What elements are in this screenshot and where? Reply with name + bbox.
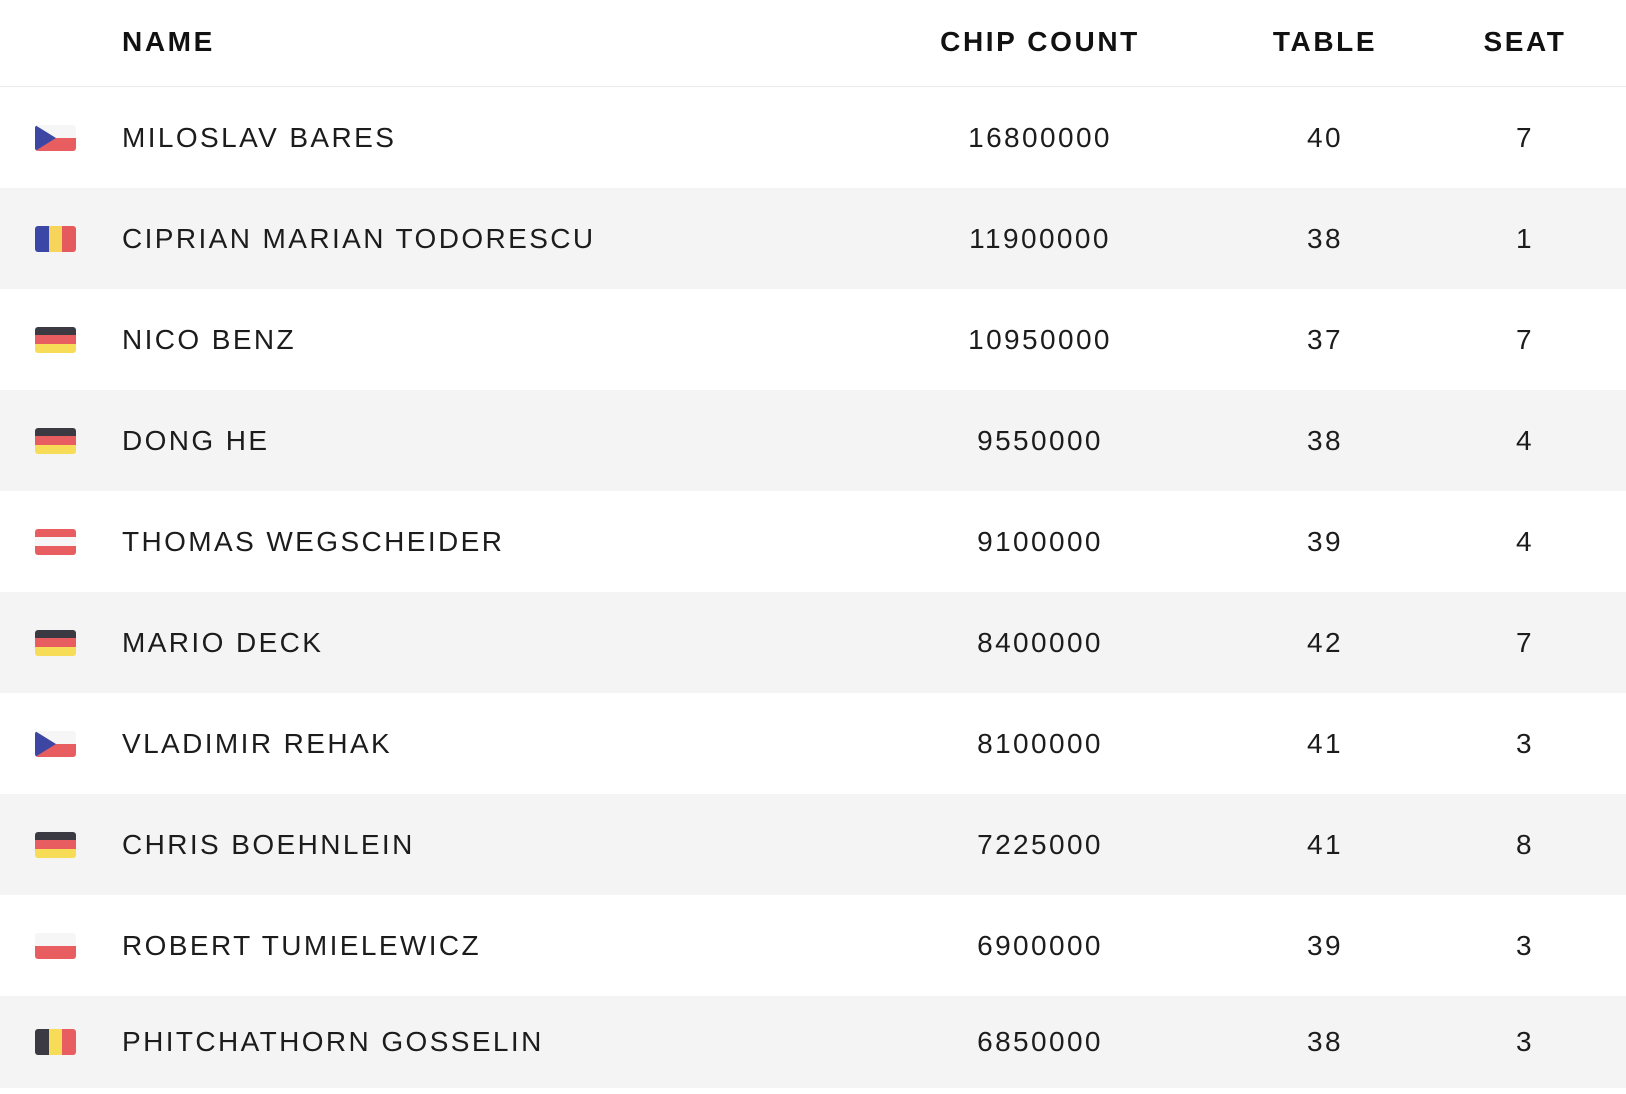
romanian-flag-icon: [35, 226, 76, 252]
table-row: [0, 996, 1626, 1088]
polish-flag-icon: [35, 933, 76, 959]
table-row: [0, 794, 1626, 895]
chip-count: 7225000: [977, 828, 1103, 860]
table-number: 38: [1307, 222, 1343, 254]
seat-number: 4: [1516, 424, 1534, 456]
german-flag-icon: [35, 327, 76, 353]
chip-count: 11900000: [969, 222, 1111, 254]
chip-count: 6900000: [977, 929, 1103, 961]
austrian-flag-icon: [35, 529, 76, 555]
seat-number: 3: [1516, 1026, 1534, 1057]
seat-number: 3: [1516, 929, 1534, 961]
player-name: CHRIS BOEHNLEIN: [122, 828, 415, 860]
player-name: NICO BENZ: [122, 323, 297, 355]
german-flag-icon: [35, 832, 76, 858]
header-seat[interactable]: SEAT: [1483, 26, 1567, 57]
seat-number: 3: [1516, 727, 1534, 759]
table-header: [0, 0, 1626, 87]
german-flag-icon: [35, 630, 76, 656]
table-row: [0, 895, 1626, 996]
seat-number: 7: [1516, 626, 1534, 658]
table-row: [0, 592, 1626, 693]
chip-count: 9550000: [977, 424, 1103, 456]
seat-number: 8: [1516, 828, 1534, 860]
player-name: MARIO DECK: [122, 626, 324, 658]
player-name: ROBERT TUMIELEWICZ: [122, 929, 482, 961]
table-row: [0, 188, 1626, 289]
chip-count: 9100000: [977, 525, 1103, 557]
player-name: THOMAS WEGSCHEIDER: [122, 525, 505, 557]
table-row: [0, 87, 1626, 188]
table-number: 38: [1307, 424, 1343, 456]
czech-flag-icon: [35, 731, 76, 757]
table-number: 39: [1307, 525, 1343, 557]
player-name: CIPRIAN MARIAN TODORESCU: [122, 222, 596, 254]
player-name: MILOSLAV BARES: [122, 121, 397, 153]
table-number: 38: [1307, 1026, 1343, 1057]
czech-flag-icon: [35, 125, 76, 151]
german-flag-icon: [35, 428, 76, 454]
table-row: [0, 491, 1626, 592]
seat-number: 7: [1516, 323, 1534, 355]
chip-count: 6850000: [977, 1026, 1103, 1057]
table-number: 39: [1307, 929, 1343, 961]
table-row: [0, 289, 1626, 390]
belgian-flag-icon: [35, 1029, 76, 1055]
table-row: [0, 390, 1626, 491]
table-number: 40: [1307, 121, 1343, 153]
player-name: DONG HE: [122, 424, 270, 456]
table-number: 37: [1307, 323, 1343, 355]
seat-number: 7: [1516, 121, 1534, 153]
table-number: 41: [1307, 727, 1343, 759]
header-name[interactable]: NAME: [122, 26, 215, 57]
header-table[interactable]: TABLE: [1272, 26, 1378, 57]
chip-count: 8400000: [977, 626, 1103, 658]
seat-number: 4: [1516, 525, 1534, 557]
table-row: [0, 693, 1626, 794]
chip-count: 8100000: [977, 727, 1103, 759]
player-name: PHITCHATHORN GOSSELIN: [122, 1026, 544, 1057]
table-number: 42: [1307, 626, 1343, 658]
header-chip-count[interactable]: CHIP COUNT: [940, 26, 1140, 57]
table-number: 41: [1307, 828, 1343, 860]
player-name: VLADIMIR REHAK: [122, 727, 393, 759]
chip-count: 16800000: [968, 121, 1112, 153]
chip-count: 10950000: [968, 323, 1112, 355]
seat-number: 1: [1516, 222, 1534, 254]
